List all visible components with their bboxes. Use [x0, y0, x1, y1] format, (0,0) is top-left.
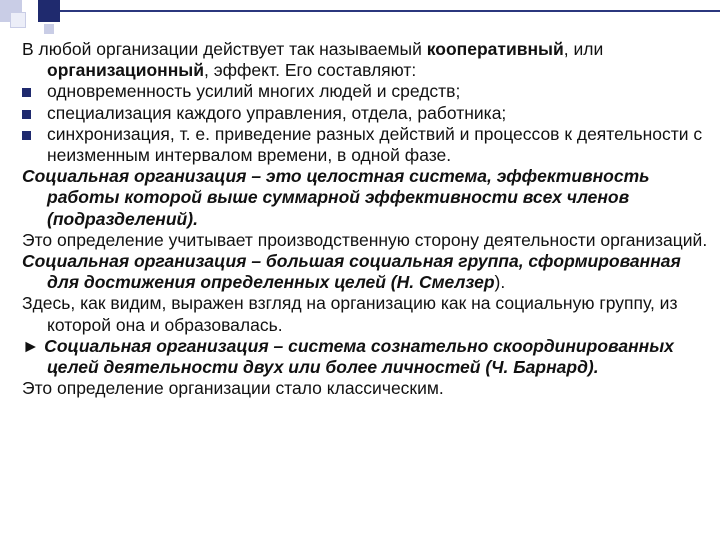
header-rule [60, 10, 720, 12]
bullet-text: синхронизация, т. е. приведение разных действий и процессов к деятельности с неизменным интервалом времени, в одной фазе. [47, 123, 703, 166]
intro-text-1: В любой организации действует так называемый [22, 39, 427, 59]
comment-1: Это определение учитывает производственную сторону деятельности организаций. [22, 229, 708, 250]
definition-2 [22, 251, 714, 293]
bullet-item [22, 124, 714, 166]
bullet-item [22, 81, 714, 102]
definition-2-text: Социальная организация – большая социальная группа, сформированная для достижения определенных целей (Н. Смелзер [22, 251, 681, 293]
intro-text-2: , или [563, 39, 604, 59]
decor-square-small [44, 24, 54, 34]
bullet-square-icon [22, 131, 31, 140]
slide-body [22, 39, 714, 399]
bullet-item [22, 103, 714, 124]
comment-3: Это определение организации стало классическим. [22, 378, 444, 399]
bullet-square-icon [22, 110, 31, 119]
decor-square-pale [10, 12, 26, 28]
decor-square-dark [38, 0, 60, 22]
definition-1: Социальная организация – это целостная система, эффективность работы которой выше суммарной эффективности всех членов (подразделений). [22, 166, 650, 229]
intro-term-cooperative: кооперативный [426, 39, 564, 59]
definition-2-tail: ). [494, 272, 506, 293]
definition-3: ► Социальная организация – система сознательно скоординированных целей деятельности двух или более личностей (Ч. Барнард). [22, 335, 674, 378]
intro-text-3: , эффект. Его составляют: [203, 60, 417, 81]
bullet-text: специализация каждого управления, отдела, работника; [47, 102, 507, 123]
comment-2: Здесь, как видим, выражен взгляд на организацию как на социальную группу, из которой она и образовалась. [22, 293, 678, 335]
bullet-text: одновременность усилий многих людей и средств; [47, 81, 461, 102]
bullet-square-icon [22, 88, 31, 97]
intro-paragraph [22, 39, 714, 81]
intro-term-organizational: организационный [47, 60, 204, 81]
